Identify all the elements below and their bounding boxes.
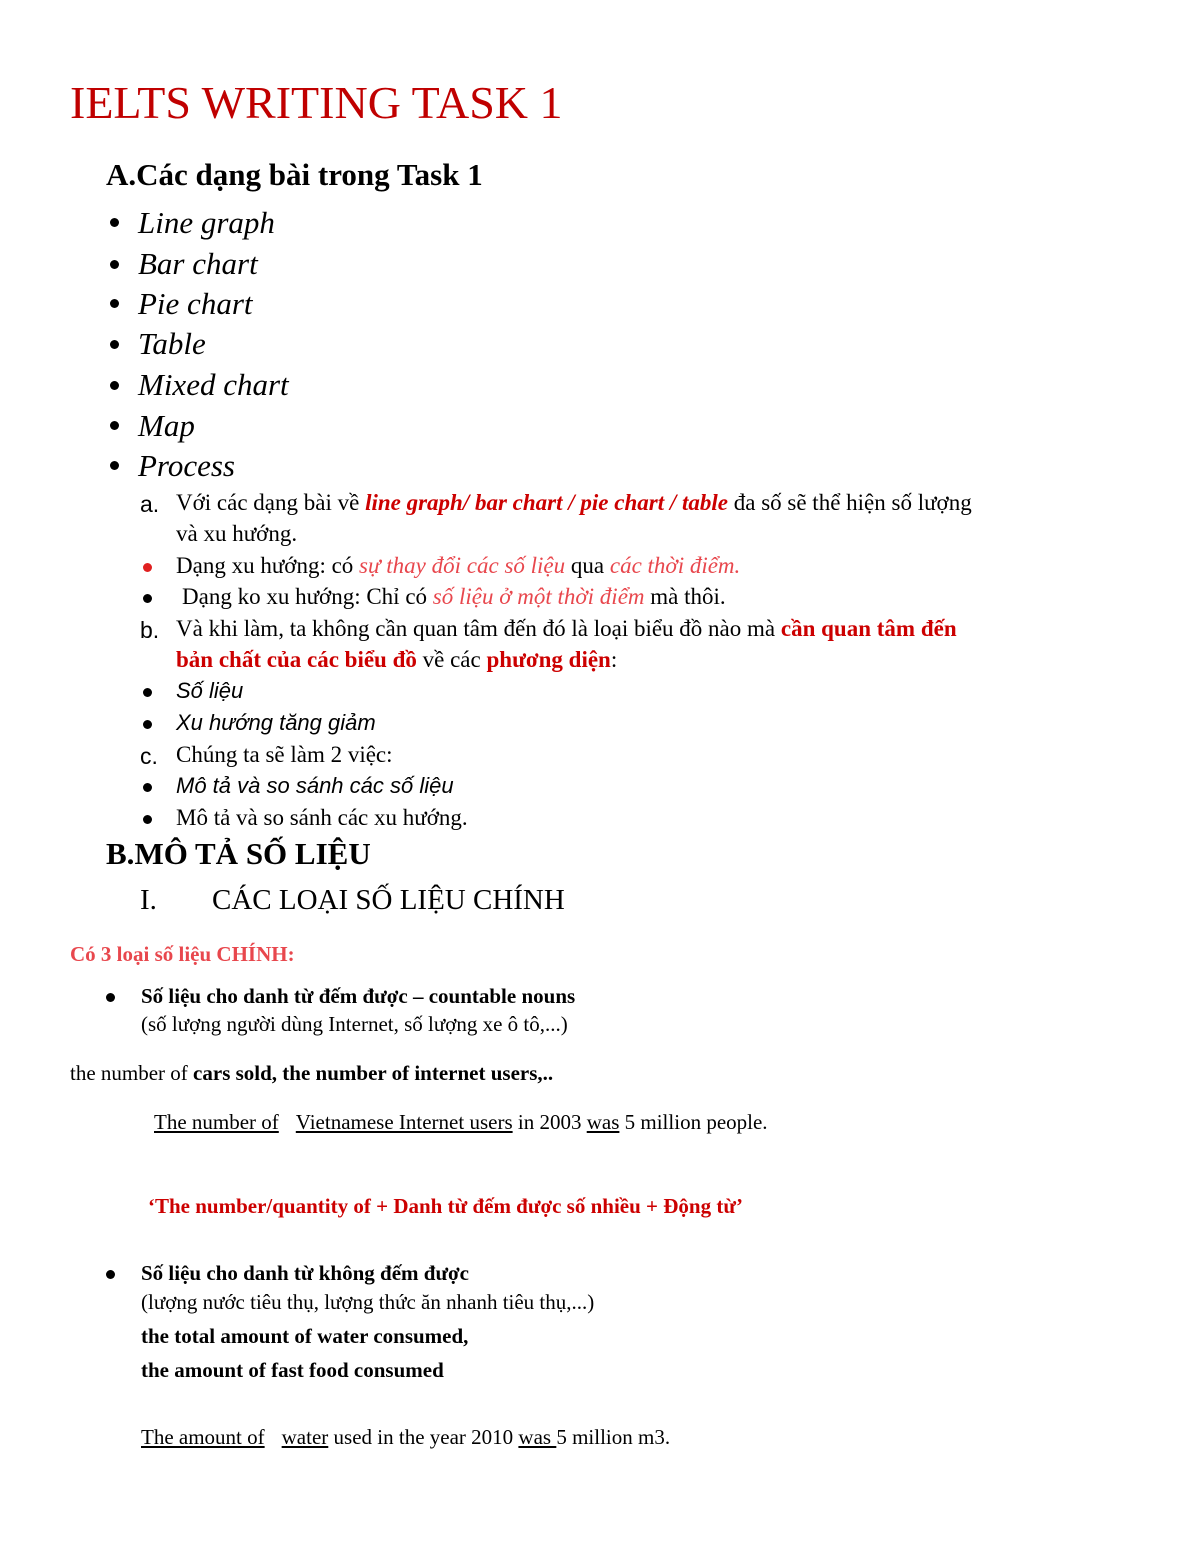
text-segment: Dạng xu hướng: có <box>176 553 360 578</box>
underlined-text: The number of <box>154 1110 279 1134</box>
section-a-title: Các dạng bài trong Task 1 <box>136 157 483 192</box>
bullet-icon <box>110 218 119 227</box>
subsection-marker: I. <box>140 884 157 916</box>
highlight-text: các thời điểm. <box>609 553 741 578</box>
bullet-icon <box>143 783 152 792</box>
item-b-line2 <box>176 647 617 673</box>
item2-line1: the total amount of water consumed, <box>141 1324 469 1348</box>
text-segment: used in the year 2010 <box>328 1425 519 1449</box>
list-item: Map <box>138 408 195 443</box>
section-b-title: MÔ TẢ SỐ LIỆU <box>134 836 371 871</box>
example2-sentence <box>141 1425 670 1450</box>
text-segment: : <box>610 647 618 672</box>
trend-type-line <box>176 553 740 579</box>
bullet-icon <box>110 381 119 390</box>
list-item: Mô tả và so sánh các xu hướng. <box>176 805 468 830</box>
bullet-icon <box>106 1270 115 1279</box>
formula: ‘The number/quantity of + Danh từ đếm được số nhiều + Động từ’ <box>148 1194 743 1218</box>
underlined-text: was <box>586 1110 620 1134</box>
text-segment: the number of <box>70 1061 194 1085</box>
highlight-text: bản chất của các biểu đồ <box>176 647 417 672</box>
item-b-line1 <box>176 616 957 642</box>
section-a-heading <box>106 157 483 193</box>
text-segment: 5 million m3. <box>556 1425 671 1449</box>
list-item: Số liệu <box>176 678 244 703</box>
bullet-icon <box>106 993 115 1002</box>
bullet-icon <box>110 299 119 308</box>
bullet-icon <box>110 421 119 430</box>
bullet-icon <box>143 594 152 603</box>
text-segment: 5 million people. <box>619 1110 768 1134</box>
section-a-label: A. <box>106 157 137 192</box>
section-b-heading <box>106 836 371 872</box>
list-item: Line graph <box>138 205 275 240</box>
example1-sentence <box>154 1110 768 1135</box>
item-a-line2: và xu hướng. <box>176 521 298 546</box>
bullet-icon <box>143 688 152 697</box>
page-title: IELTS WRITING TASK 1 <box>70 77 563 128</box>
underlined-text: Vietnamese Internet users <box>295 1110 513 1134</box>
no-trend-type-line <box>182 584 726 610</box>
section-b-label: B. <box>106 836 135 871</box>
text-segment: về các <box>416 647 487 672</box>
list-item: Table <box>138 326 206 361</box>
bullet-icon <box>143 720 152 729</box>
text-segment: Dạng ko xu hướng: Chỉ có <box>182 584 433 609</box>
underlined-text: The amount of <box>141 1425 265 1449</box>
text-segment: Và khi làm, ta không cần quan tâm đến đó là loại biểu đồ nào mà <box>176 616 781 641</box>
item2-title: Số liệu cho danh từ không đếm được <box>141 1261 469 1285</box>
bullet-icon <box>110 260 119 269</box>
bold-text: cars sold, the number of internet users,.. <box>193 1061 554 1085</box>
underlined-text: water <box>281 1425 329 1449</box>
bullet-icon <box>143 815 152 824</box>
text-segment: đa số sẽ thể hiện số lượng <box>727 490 972 515</box>
item1-note: (số lượng người dùng Internet, số lượng xe ô tô,...) <box>141 1012 568 1036</box>
list-item: Bar chart <box>138 246 258 281</box>
text-segment: mà thôi. <box>644 584 726 609</box>
list-item: Xu hướng tăng giảm <box>176 710 376 735</box>
item2-line2: the amount of fast food consumed <box>141 1358 444 1382</box>
bullet-icon <box>110 461 119 470</box>
section-intro: Có 3 loại số liệu CHÍNH: <box>70 942 295 966</box>
text-segment: in 2003 <box>512 1110 587 1134</box>
highlight-text: số liệu ở một thời điểm <box>432 584 645 609</box>
highlight-text: sự thay đổi các số liệu <box>359 553 566 578</box>
example1-line <box>70 1061 553 1086</box>
highlight-text: phương diện <box>486 647 611 672</box>
list-item: Mixed chart <box>138 367 289 402</box>
item1-title: Số liệu cho danh từ đếm được – countable nouns <box>141 984 576 1008</box>
highlight-text: line graph/ bar chart / pie chart / table <box>365 490 728 515</box>
bullet-icon <box>110 340 119 349</box>
item-a-marker: a. <box>140 491 160 517</box>
item-c-marker: c. <box>140 743 158 769</box>
item-c-text: Chúng ta sẽ làm 2 việc: <box>176 742 393 767</box>
underlined-text: was <box>518 1425 557 1449</box>
item-b-marker: b. <box>140 617 160 643</box>
subsection-heading: CÁC LOẠI SỐ LIỆU CHÍNH <box>212 884 565 916</box>
bullet-icon <box>143 563 152 572</box>
text-segment: qua <box>565 553 610 578</box>
highlight-text: cần quan tâm đến <box>780 616 957 641</box>
list-item: Mô tả và so sánh các số liệu <box>176 773 454 798</box>
item2-note: (lượng nước tiêu thụ, lượng thức ăn nhanh tiêu thụ,...) <box>141 1290 595 1314</box>
list-item: Pie chart <box>138 286 253 321</box>
list-item: Process <box>138 448 235 483</box>
item-a-line1 <box>176 490 972 516</box>
text-segment: Với các dạng bài về <box>176 490 366 515</box>
